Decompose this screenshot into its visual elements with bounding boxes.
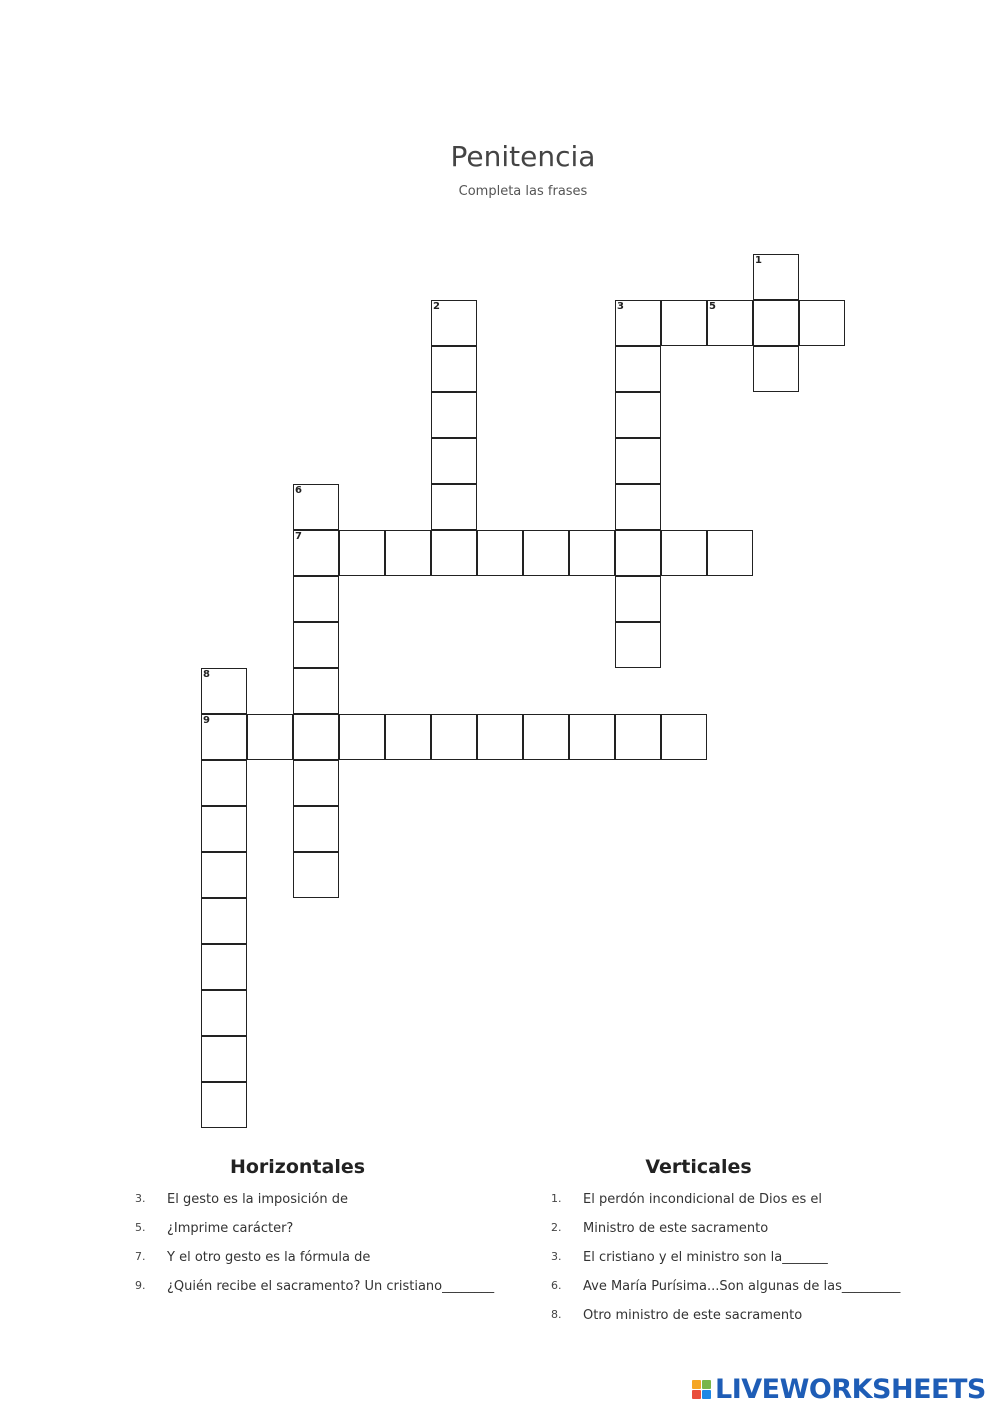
crossword-cell[interactable] bbox=[201, 760, 247, 806]
vertical-clues-title: Verticales bbox=[645, 1156, 752, 1178]
clue-number: 5 bbox=[709, 301, 716, 312]
crossword-cell[interactable] bbox=[293, 714, 339, 760]
crossword-cell[interactable] bbox=[753, 346, 799, 392]
logo-text: LIVEWORKSHEETS bbox=[715, 1374, 986, 1405]
clue-item-text: Y el otro gesto es la fórmula de bbox=[167, 1250, 371, 1265]
crossword-cell[interactable] bbox=[385, 714, 431, 760]
crossword-cell[interactable] bbox=[615, 530, 661, 576]
clue-number: 9 bbox=[203, 715, 210, 726]
clue-number: 7 bbox=[295, 531, 302, 542]
liveworksheets-logo bbox=[692, 1374, 986, 1405]
liveworksheets-logo-icon bbox=[692, 1380, 711, 1399]
crossword-cell[interactable] bbox=[293, 668, 339, 714]
crossword-cell[interactable] bbox=[615, 484, 661, 530]
crossword-cell[interactable] bbox=[477, 714, 523, 760]
horizontal-clues bbox=[135, 1156, 505, 1308]
clue-item bbox=[551, 1308, 931, 1337]
crossword-cell[interactable] bbox=[523, 530, 569, 576]
crossword-cell[interactable] bbox=[569, 530, 615, 576]
clue-item-number: 7. bbox=[135, 1250, 146, 1263]
crossword-cell[interactable] bbox=[247, 714, 293, 760]
clue-item-text: ¿Quién recibe el sacramento? Un cristiano________ bbox=[167, 1279, 495, 1294]
crossword-cell[interactable] bbox=[615, 576, 661, 622]
clue-item bbox=[551, 1279, 931, 1308]
horizontal-clues-title: Horizontales bbox=[229, 1156, 366, 1178]
clue-number: 2 bbox=[433, 301, 440, 312]
logo-square bbox=[692, 1380, 701, 1389]
crossword-cell[interactable] bbox=[293, 806, 339, 852]
crossword-cell[interactable] bbox=[431, 714, 477, 760]
crossword-cell[interactable] bbox=[753, 300, 799, 346]
crossword-cell[interactable] bbox=[799, 300, 845, 346]
crossword-cell[interactable] bbox=[431, 484, 477, 530]
crossword-cell[interactable] bbox=[615, 300, 661, 346]
crossword-cell[interactable] bbox=[293, 576, 339, 622]
crossword-cell[interactable] bbox=[201, 714, 247, 760]
clue-item-text: El cristiano y el ministro son la_______ bbox=[583, 1250, 828, 1265]
vertical-clues bbox=[551, 1156, 931, 1337]
crossword-cell[interactable] bbox=[201, 1036, 247, 1082]
page-subtitle: Completa las frases bbox=[458, 184, 588, 199]
crossword-cell[interactable] bbox=[615, 622, 661, 668]
clue-item-text: El gesto es la imposición de bbox=[167, 1192, 348, 1207]
clue-item-number: 3. bbox=[551, 1250, 562, 1263]
crossword-cell[interactable] bbox=[201, 944, 247, 990]
clue-item-number: 6. bbox=[551, 1279, 562, 1292]
crossword-cell[interactable] bbox=[293, 852, 339, 898]
crossword-cell[interactable] bbox=[201, 1082, 247, 1128]
clue-item bbox=[135, 1279, 505, 1308]
crossword-cell[interactable] bbox=[477, 530, 523, 576]
clue-item bbox=[135, 1221, 505, 1250]
clue-item-number: 9. bbox=[135, 1279, 146, 1292]
crossword-cell[interactable] bbox=[293, 760, 339, 806]
clue-item bbox=[135, 1192, 505, 1221]
logo-square bbox=[702, 1380, 711, 1389]
clue-item-number: 3. bbox=[135, 1192, 146, 1205]
crossword-cell[interactable] bbox=[431, 300, 477, 346]
clue-item bbox=[551, 1250, 931, 1279]
crossword-cell[interactable] bbox=[615, 392, 661, 438]
clue-number: 6 bbox=[295, 485, 302, 496]
crossword-cell[interactable] bbox=[339, 714, 385, 760]
crossword-cell[interactable] bbox=[293, 622, 339, 668]
crossword-cell[interactable] bbox=[201, 806, 247, 852]
crossword-cell[interactable] bbox=[615, 346, 661, 392]
clue-item bbox=[551, 1192, 931, 1221]
crossword-cell[interactable] bbox=[201, 668, 247, 714]
clue-item-text: Otro ministro de este sacramento bbox=[583, 1308, 803, 1323]
crossword-cell[interactable] bbox=[661, 530, 707, 576]
crossword-cell[interactable] bbox=[293, 484, 339, 530]
crossword-cell[interactable] bbox=[661, 300, 707, 346]
clue-item-text: Ave María Purísima...Son algunas de las_________ bbox=[583, 1279, 901, 1294]
clue-item-number: 2. bbox=[551, 1221, 562, 1234]
crossword-cell[interactable] bbox=[569, 714, 615, 760]
crossword-cell[interactable] bbox=[615, 714, 661, 760]
crossword-cell[interactable] bbox=[707, 300, 753, 346]
crossword-cell[interactable] bbox=[201, 990, 247, 1036]
clue-item-text: Ministro de este sacramento bbox=[583, 1221, 769, 1236]
logo-square bbox=[702, 1390, 711, 1399]
clue-item-number: 5. bbox=[135, 1221, 146, 1234]
clue-item bbox=[551, 1221, 931, 1250]
crossword-cell[interactable] bbox=[385, 530, 431, 576]
crossword-cell[interactable] bbox=[431, 530, 477, 576]
crossword-cell[interactable] bbox=[201, 852, 247, 898]
crossword-cell[interactable] bbox=[615, 438, 661, 484]
clue-number: 8 bbox=[203, 669, 210, 680]
clue-number: 3 bbox=[617, 301, 624, 312]
crossword-cell[interactable] bbox=[431, 392, 477, 438]
crossword-cell[interactable] bbox=[431, 438, 477, 484]
clue-number: 1 bbox=[755, 255, 762, 266]
page-title: Penitencia bbox=[450, 140, 596, 173]
crossword-cell[interactable] bbox=[753, 254, 799, 300]
crossword-cell[interactable] bbox=[431, 346, 477, 392]
crossword-cell[interactable] bbox=[201, 898, 247, 944]
crossword-cell[interactable] bbox=[661, 714, 707, 760]
crossword-cell[interactable] bbox=[293, 530, 339, 576]
crossword-cell[interactable] bbox=[523, 714, 569, 760]
logo-square bbox=[692, 1390, 701, 1399]
clue-item-text: ¿Imprime carácter? bbox=[167, 1221, 294, 1236]
crossword-cell[interactable] bbox=[707, 530, 753, 576]
clue-item-number: 1. bbox=[551, 1192, 562, 1205]
clue-item-text: El perdón incondicional de Dios es el bbox=[583, 1192, 822, 1207]
crossword-cell[interactable] bbox=[339, 530, 385, 576]
clue-item bbox=[135, 1250, 505, 1279]
clue-item-number: 8. bbox=[551, 1308, 562, 1321]
